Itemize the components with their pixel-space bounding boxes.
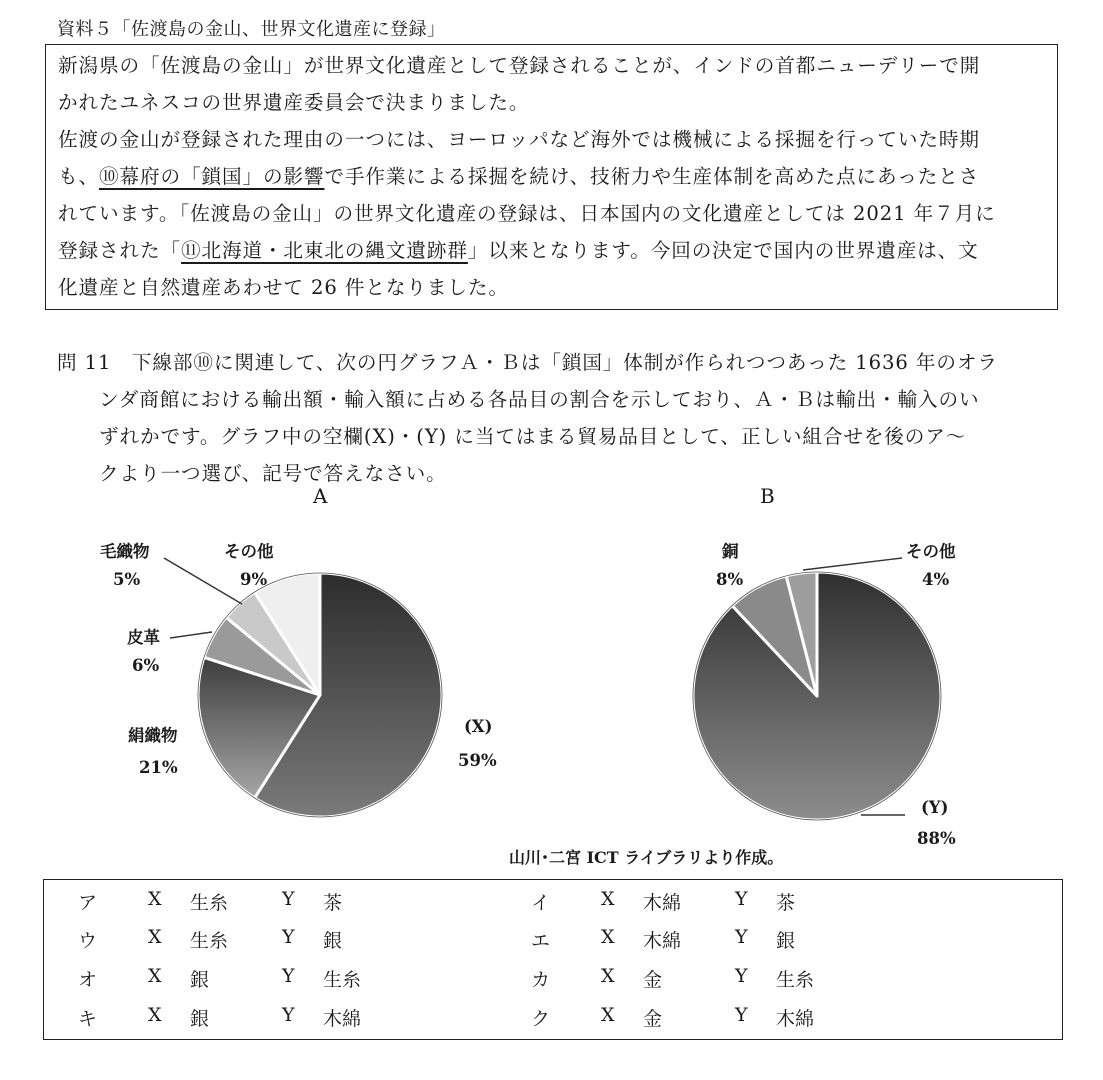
choice-key: キ (78, 1008, 98, 1030)
choice-y-label: Y (282, 1004, 295, 1026)
pie-b-title: B (760, 484, 775, 508)
choice-x-label: X (148, 965, 162, 987)
pie-a-value-other: 9% (240, 570, 268, 589)
choice-key: エ (531, 930, 551, 952)
choice-x-value: 銀 (190, 969, 210, 991)
choice-x-value: 木綿 (643, 930, 682, 952)
pie-a-label-wool: 毛織物 (100, 542, 150, 561)
choice-x-label: X (601, 926, 615, 948)
choice-y-value: 銀 (323, 930, 343, 952)
choice-y-label: Y (282, 965, 295, 987)
choice-x-label: X (148, 1004, 162, 1026)
choice-y-value: 茶 (323, 892, 343, 914)
pie-b-value-other: 4% (922, 570, 950, 589)
choice-y-value: 木綿 (776, 1008, 815, 1030)
choice-x-value: 銀 (190, 1008, 210, 1030)
line-4-prefix: も、 (58, 165, 99, 188)
pie-chart-a (198, 573, 442, 817)
pie-a-label-silk: 絹織物 (128, 726, 178, 745)
pie-a-value-leather: 6% (132, 656, 160, 675)
pie-b-label-copper: 銅 (722, 542, 739, 561)
choice-x-label: X (148, 926, 162, 948)
choice-y-label: Y (735, 1004, 748, 1026)
pie-a-title: A (313, 484, 328, 508)
question-line-1: 問 11 下線部⑩に関連して、次の円グラフＡ・Ｂは「鎖国」体制が作られつつあった 1636 年のオラ (57, 351, 998, 374)
choice-y-value: 生糸 (776, 969, 815, 991)
choice-x-label: X (148, 888, 162, 910)
choice-x-value: 金 (643, 1008, 663, 1030)
pie-b-value-y: 88% (917, 829, 956, 848)
line-6-suffix: 」以来となります。今回の決定で国内の世界遺産は、文 (467, 239, 979, 262)
pie-a-label-x: (X) (464, 717, 493, 736)
choice-y-value: 木綿 (323, 1008, 362, 1030)
choice-x-label: X (601, 965, 615, 987)
choice-key: ア (78, 892, 98, 914)
choice-x-label: X (601, 888, 615, 910)
choice-x-value: 生糸 (190, 892, 229, 914)
underline-10-text: ⑩幕府の「鎖国」の影響 (99, 165, 325, 188)
answer-choices-box (43, 879, 1063, 1040)
question-line-2: ンダ商館における輸出額・輸入額に占める各品目の割合を示しており、Ａ・Ｂは輸出・輸入のい (99, 388, 980, 411)
choice-y-label: Y (282, 926, 295, 948)
leader-line-leather (170, 632, 212, 638)
choice-x-value: 生糸 (190, 930, 229, 952)
source-line-1: 新潟県の「佐渡島の金山」が世界文化遺産として登録されることが、インドの首都ニューデリーで開 (58, 54, 981, 77)
choice-key: イ (531, 892, 551, 914)
pie-chart-b (693, 572, 941, 820)
choice-y-label: Y (735, 965, 748, 987)
pie-b-label-other: その他 (906, 542, 956, 561)
source-line-2: かれたユネスコの世界遺産委員会で決まりました。 (58, 91, 530, 114)
pie-a-value-wool: 5% (113, 570, 141, 589)
choice-x-value: 木綿 (643, 892, 682, 914)
choice-y-label: Y (282, 888, 295, 910)
source-line-3: 佐渡の金山が登録された理由の一つには、ヨーロッパなど海外では機械による採掘を行っていた時期 (58, 128, 980, 151)
question-line-3: ずれかです。グラフ中の空欄(X)・(Y) に当てはまる貿易品目として、正しい組合せを後のア～ (99, 425, 967, 448)
leader-line-b-other (803, 558, 902, 570)
choice-x-label: X (601, 1004, 615, 1026)
chart-source-note: 山川･二宮 ICT ライブラリより作成。 (509, 848, 784, 867)
choice-key: ク (531, 1008, 551, 1030)
pie-b-value-copper: 8% (716, 570, 744, 589)
choice-y-value: 銀 (776, 930, 796, 952)
choice-y-value: 茶 (776, 892, 796, 914)
underline-11-text: ⑪北海道・北東北の縄文遺跡群 (180, 239, 468, 262)
choice-y-label: Y (735, 888, 748, 910)
leader-line-wool (164, 558, 242, 604)
pie-a-label-leather: 皮革 (127, 628, 160, 647)
pie-a-value-silk: 21% (139, 758, 178, 777)
source-line-5: れています。「佐渡島の金山」の世界文化遺産の登録は、日本国内の文化遺産としては 2021 年７月に (58, 202, 996, 225)
pie-b-label-y: (Y) (921, 798, 949, 817)
pie-a-value-x: 59% (458, 751, 497, 770)
line-6-prefix: 登録された「 (58, 239, 181, 262)
pie-a-label-other: その他 (224, 542, 274, 561)
choice-key: オ (78, 969, 98, 991)
source-line-7: 化遺産と自然遺産あわせて 26 件となりました。 (58, 276, 509, 299)
choice-x-value: 金 (643, 969, 663, 991)
material-caption: 資料５「佐渡島の金山、世界文化遺産に登録」 (57, 19, 446, 40)
choice-y-value: 生糸 (323, 969, 362, 991)
choice-key: カ (531, 969, 551, 991)
choice-y-label: Y (735, 926, 748, 948)
line-4-suffix: で手作業による採掘を続け、技術力や生産体制を高めた点にあったとさ (324, 165, 980, 188)
question-line-4: クより一つ選び、記号で答えなさい。 (99, 462, 447, 485)
choice-key: ウ (78, 930, 98, 952)
